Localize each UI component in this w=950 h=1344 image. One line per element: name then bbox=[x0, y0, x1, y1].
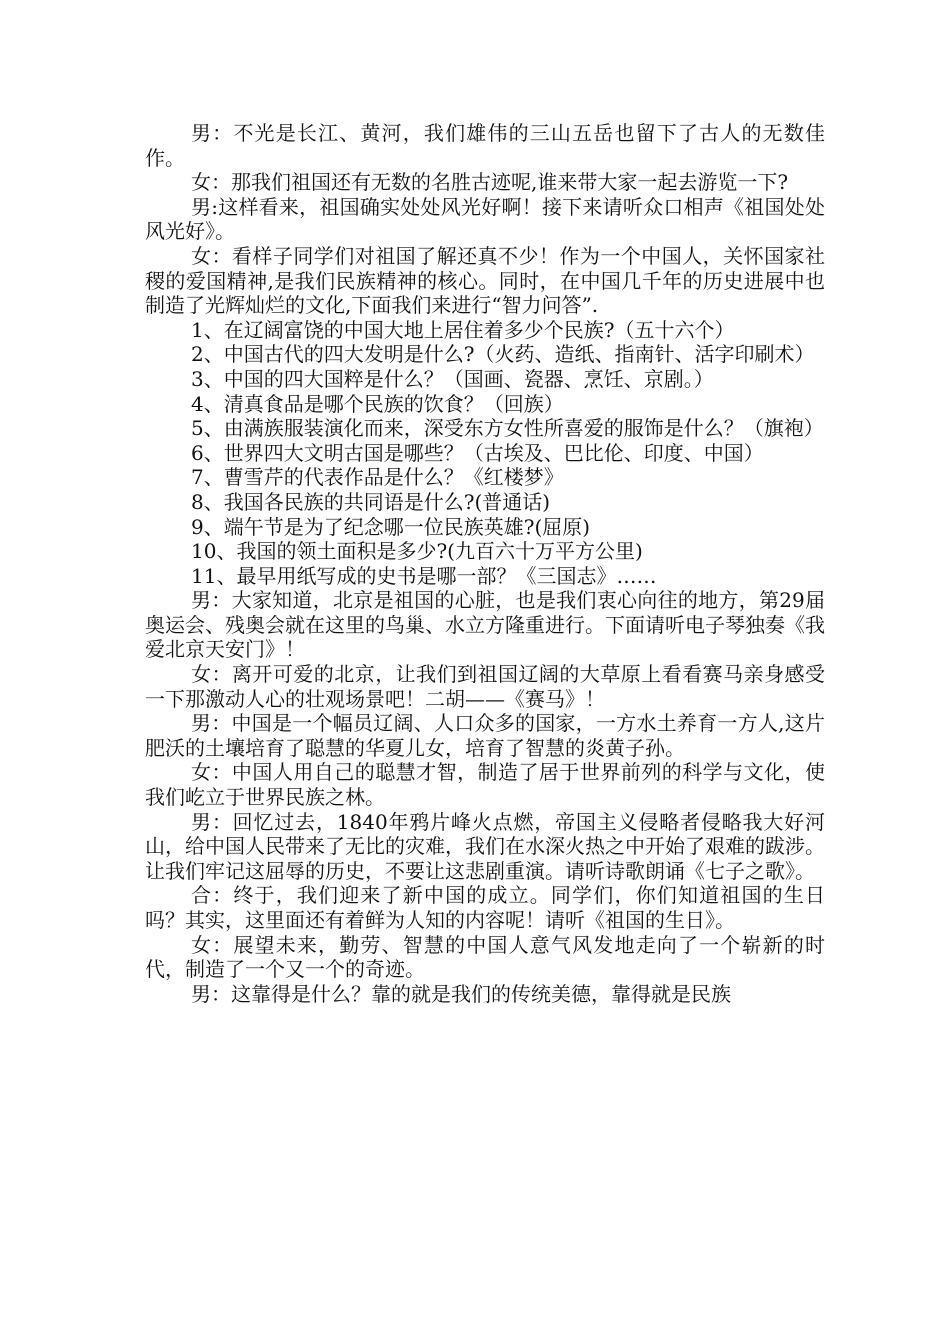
quiz-item-3: 3、中国的四大国粹是什么？（国画、瓷器、烹饪、京剧。） bbox=[191, 366, 714, 391]
paragraph-male-mountains: 男：不光是长江、黄河，我们雄伟的三山五岳也留下了古人的无数佳作。 bbox=[145, 121, 825, 170]
paragraph-male-tradition: 男：这靠得是什么？靠的就是我们的传统美德，靠得就是民族 bbox=[191, 981, 731, 1006]
paragraph-female-quiz-intro: 女：看样子同学们对祖国了解还真不少！作为一个中国人，关怀国家社稷的爱国精神,是我们民族精神的核心。同时，在中国几千年的历史进展中也制造了光辉灿烂的文化,下面我们来进行“智力问答”. bbox=[145, 243, 825, 318]
quiz-item-11: 11、最早用纸写成的史书是哪一部？《三国志》…… bbox=[191, 563, 657, 588]
quiz-item-1: 1、在辽阔富饶的中国大地上居住着多少个民族?（五十六个） bbox=[191, 317, 735, 342]
paragraph-male-vast-country: 男：中国是一个幅员辽阔、人口众多的国家，一方水土养育一方人,这片肥沃的土壤培育了聪慧的华夏儿女，培育了智慧的炎黄子孙。 bbox=[145, 711, 825, 760]
quiz-item-2: 2、中国古代的四大发明是什么?（火药、造纸、指南针、活字印刷术） bbox=[191, 342, 815, 367]
paragraph-female-wisdom: 女：中国人用自己的聪慧才智，制造了居于世界前列的科学与文化，使我们屹立于世界民族之林。 bbox=[145, 760, 825, 810]
quiz-item-6: 6、世界四大文明古国是哪些？（古埃及、巴比伦、印度、中国） bbox=[191, 440, 764, 465]
paragraph-male-crosstalk: 男:这样看来，祖国确实处处风光好啊！接下来请听众口相声《祖国处处风光好》。 bbox=[145, 194, 825, 244]
paragraph-male-history: 男：回忆过去，1840年鸦片峰火点燃，帝国主义侵略者侵略我大好河山，给中国人民带来了无比的灾难，我们在水深火热之中开始了艰难的跋涉。让我们牢记这屈辱的历史，不要让这悲剧重演。请听诗歌朗诵《七子之歌》。 bbox=[145, 809, 825, 883]
quiz-item-9: 9、端午节是为了纪念哪一位民族英雄?(屈原) bbox=[191, 514, 591, 539]
paragraph-female-horse-race: 女：离开可爱的北京，让我们到祖国辽阔的大草原上看看赛马亲身感受一下那激动人心的壮观场景吧！二胡——《赛马》！ bbox=[145, 662, 825, 711]
quiz-item-8: 8、我国各民族的共同语是什么?(普通话) bbox=[191, 489, 551, 514]
quiz-item-7: 7、曹雪芹的代表作品是什么？《红楼梦》 bbox=[191, 465, 564, 490]
paragraph-male-beijing: 男：大家知道，北京是祖国的心脏，也是我们衷心向往的地方，第29届奥运会、残奥会就在这里的鸟巢、水立方隆重进行。下面请听电子琴独奏《我爱北京天安门》！ bbox=[145, 588, 825, 662]
quiz-item-4: 4、清真食品是哪个民族的饮食？（回族） bbox=[191, 391, 564, 416]
paragraph-female-future: 女：展望未来，勤劳、智慧的中国人意气风发地走向了一个崭新的时代，制造了一个又一个的奇迹。 bbox=[145, 932, 825, 982]
paragraph-female-scenic-spots: 女：那我们祖国还有无数的名胜古迹呢,谁来带大家一起去游览一下? bbox=[191, 170, 789, 195]
paragraph-together-founding: 合：终于，我们迎来了新中国的成立。同学们，你们知道祖国的生日吗？其实，这里面还有着鲜为人知的内容呢！请听《祖国的生日》。 bbox=[145, 883, 825, 932]
quiz-item-5: 5、由满族服装演化而来，深受东方女性所喜爱的服饰是什么？（旗袍） bbox=[191, 416, 824, 441]
quiz-item-10: 10、我国的领土面积是多少?(九百六十万平方公里) bbox=[191, 539, 643, 564]
document-body bbox=[145, 121, 825, 1006]
